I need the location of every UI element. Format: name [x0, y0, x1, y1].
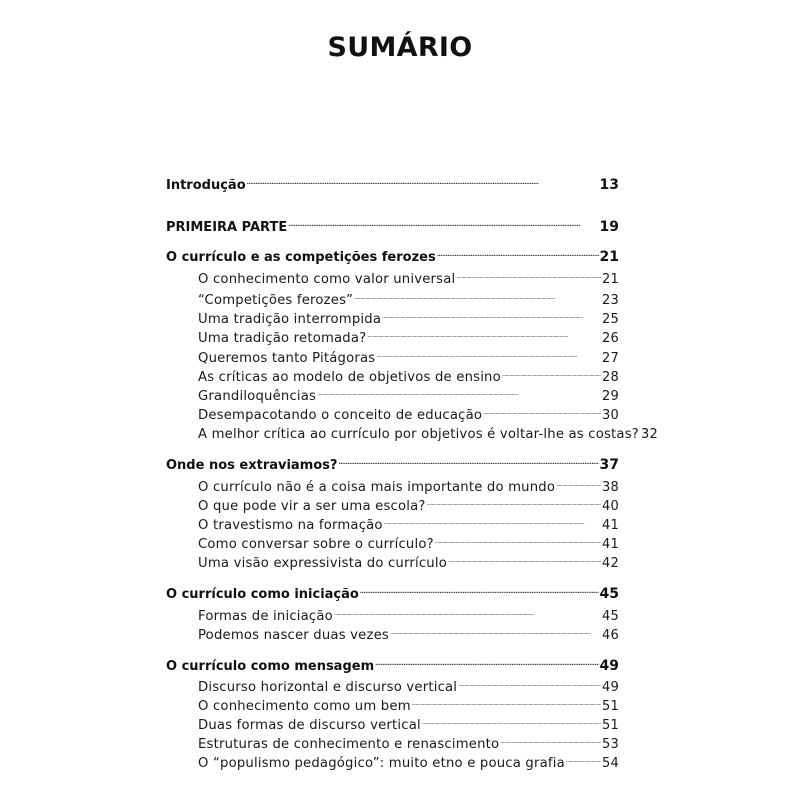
dot-leader: [422, 711, 601, 729]
toc-entry[interactable]: [198, 530, 619, 552]
toc-entry-label: O currículo como mensagem: [166, 659, 375, 674]
toc-entry-label: Podemos nascer duas vezes: [198, 628, 389, 643]
toc-entry[interactable]: [198, 711, 619, 733]
dot-leader: [247, 171, 599, 189]
toc-entry[interactable]: [198, 420, 658, 442]
dot-leader: [384, 511, 601, 529]
toc-entry[interactable]: [198, 344, 619, 366]
toc-entry-label: Uma visão expressivista do currículo: [198, 556, 447, 571]
dot-leader: [437, 243, 599, 261]
dot-leader: [367, 324, 601, 342]
toc-entry-label: Onde nos extraviamos?: [166, 458, 338, 473]
toc-entry-label: As críticas ao modelo de objetivos de ensino: [198, 370, 501, 385]
dot-leader: [502, 363, 601, 381]
dot-leader: [382, 305, 601, 323]
toc-entry[interactable]: [166, 213, 619, 235]
toc-entry[interactable]: [198, 265, 619, 287]
dot-leader: [354, 286, 601, 304]
toc-entry-page: 25: [602, 312, 619, 327]
dot-leader: [376, 344, 601, 362]
toc-entry-page: 41: [602, 537, 619, 552]
toc-entry[interactable]: [198, 749, 619, 771]
toc-entry-page: 19: [599, 219, 619, 235]
toc-entry-label: Discurso horizontal e discurso vertical: [198, 680, 458, 695]
dot-leader: [456, 265, 601, 283]
toc-entry-label: Introdução: [166, 178, 246, 193]
toc-entry-page: 32: [640, 427, 658, 442]
toc-entry-page: 45: [599, 586, 619, 602]
toc-entry-page: 46: [602, 628, 619, 643]
toc-entry[interactable]: [198, 549, 619, 571]
toc-entry-page: 21: [599, 249, 619, 265]
toc-entry[interactable]: [198, 363, 619, 385]
toc-entry[interactable]: [166, 243, 619, 265]
toc-entry-page: 21: [602, 272, 619, 287]
toc-entry-label: O conhecimento como um bem: [198, 699, 411, 714]
toc-entry-label: Queremos tanto Pitágoras: [198, 351, 376, 366]
toc-entry-page: 26: [602, 331, 619, 346]
toc-entry-page: 40: [602, 499, 619, 514]
toc-entry[interactable]: [198, 286, 619, 308]
toc-entry-label: O currículo não é a coisa mais importante do mundo: [198, 480, 556, 495]
dot-leader: [427, 492, 601, 510]
toc-entry-page: 51: [602, 699, 619, 714]
dot-leader: [448, 549, 601, 567]
toc-entry-label: Uma tradição interrompida: [198, 312, 382, 327]
dot-leader: [435, 530, 601, 548]
dot-leader: [390, 621, 601, 639]
toc-entry-page: 54: [602, 756, 619, 771]
toc-entry[interactable]: [166, 652, 619, 674]
toc-entry[interactable]: [198, 511, 619, 533]
dot-leader: [317, 382, 601, 400]
dot-leader: [375, 652, 598, 670]
toc-entry-page: 41: [602, 518, 619, 533]
toc-entry-label: Como conversar sobre o currículo?: [198, 537, 434, 552]
toc-entry-page: 29: [602, 389, 619, 404]
dot-leader: [566, 749, 601, 767]
toc-entry-page: 28: [602, 370, 619, 385]
dot-leader: [360, 580, 599, 598]
toc-entry[interactable]: [198, 730, 619, 752]
toc-entry[interactable]: [198, 401, 619, 423]
toc-entry-page: 38: [602, 480, 619, 495]
toc-entry[interactable]: [198, 382, 619, 404]
toc-entry[interactable]: [166, 580, 619, 602]
dot-leader: [458, 673, 601, 691]
dot-leader: [500, 730, 601, 748]
toc-entry-label: A melhor crítica ao currículo por objetivos é voltar-lhe as costas?: [198, 427, 639, 442]
toc-entry[interactable]: [166, 451, 619, 473]
toc-entry[interactable]: [198, 305, 619, 327]
toc-entry-page: 27: [602, 351, 619, 366]
toc-entry-label: O conhecimento como valor universal: [198, 272, 456, 287]
toc-entry-page: 53: [602, 737, 619, 752]
toc-entry[interactable]: [198, 492, 619, 514]
toc-entry-label: Duas formas de discurso vertical: [198, 718, 421, 733]
toc-entry-page: 30: [602, 408, 619, 423]
toc-entry-label: Desempacotando o conceito de educação: [198, 408, 483, 423]
toc-entry-label: O currículo e as competições ferozes: [166, 250, 436, 265]
toc-entry-page: 45: [602, 609, 619, 624]
toc-entry-page: 42: [602, 556, 619, 571]
toc-entry-label: O currículo como iniciação: [166, 587, 359, 602]
toc-entry[interactable]: [198, 621, 619, 643]
page-title: SUMÁRIO: [327, 32, 473, 63]
dot-leader: [483, 401, 601, 419]
toc-entry-page: 13: [599, 177, 619, 193]
toc-entry-label: Formas de iniciação: [198, 609, 333, 624]
toc-entry-page: 23: [602, 293, 619, 308]
toc-entry-label: O travestismo na formação: [198, 518, 383, 533]
toc-entry[interactable]: [166, 171, 619, 193]
toc-entry[interactable]: [198, 673, 619, 695]
toc-entry-page: 51: [602, 718, 619, 733]
toc-entry-label: Uma tradição retomada?: [198, 331, 367, 346]
toc-entry-page: 37: [599, 457, 619, 473]
toc-entry[interactable]: [198, 473, 619, 495]
dot-leader: [338, 451, 598, 469]
toc-entry-page: 49: [599, 658, 619, 674]
toc-entry-label: PRIMEIRA PARTE: [166, 220, 288, 235]
toc-entry[interactable]: [198, 692, 619, 714]
dot-leader: [334, 602, 601, 620]
dot-leader: [556, 473, 601, 491]
toc-entry-label: Estruturas de conhecimento e renascimento: [198, 737, 500, 752]
toc-entry[interactable]: [198, 324, 619, 346]
toc-entry-label: Grandiloquências: [198, 389, 317, 404]
dot-leader: [412, 692, 601, 710]
toc-entry-label: O “populismo pedagógico”: muito etno e pouca grafia: [198, 756, 565, 771]
toc-entry-page: 49: [602, 680, 619, 695]
dot-leader: [288, 213, 598, 231]
toc-entry-label: “Competições ferozes”: [198, 293, 354, 308]
toc-entry[interactable]: [198, 602, 619, 624]
toc-entry-label: O que pode vir a ser uma escola?: [198, 499, 426, 514]
